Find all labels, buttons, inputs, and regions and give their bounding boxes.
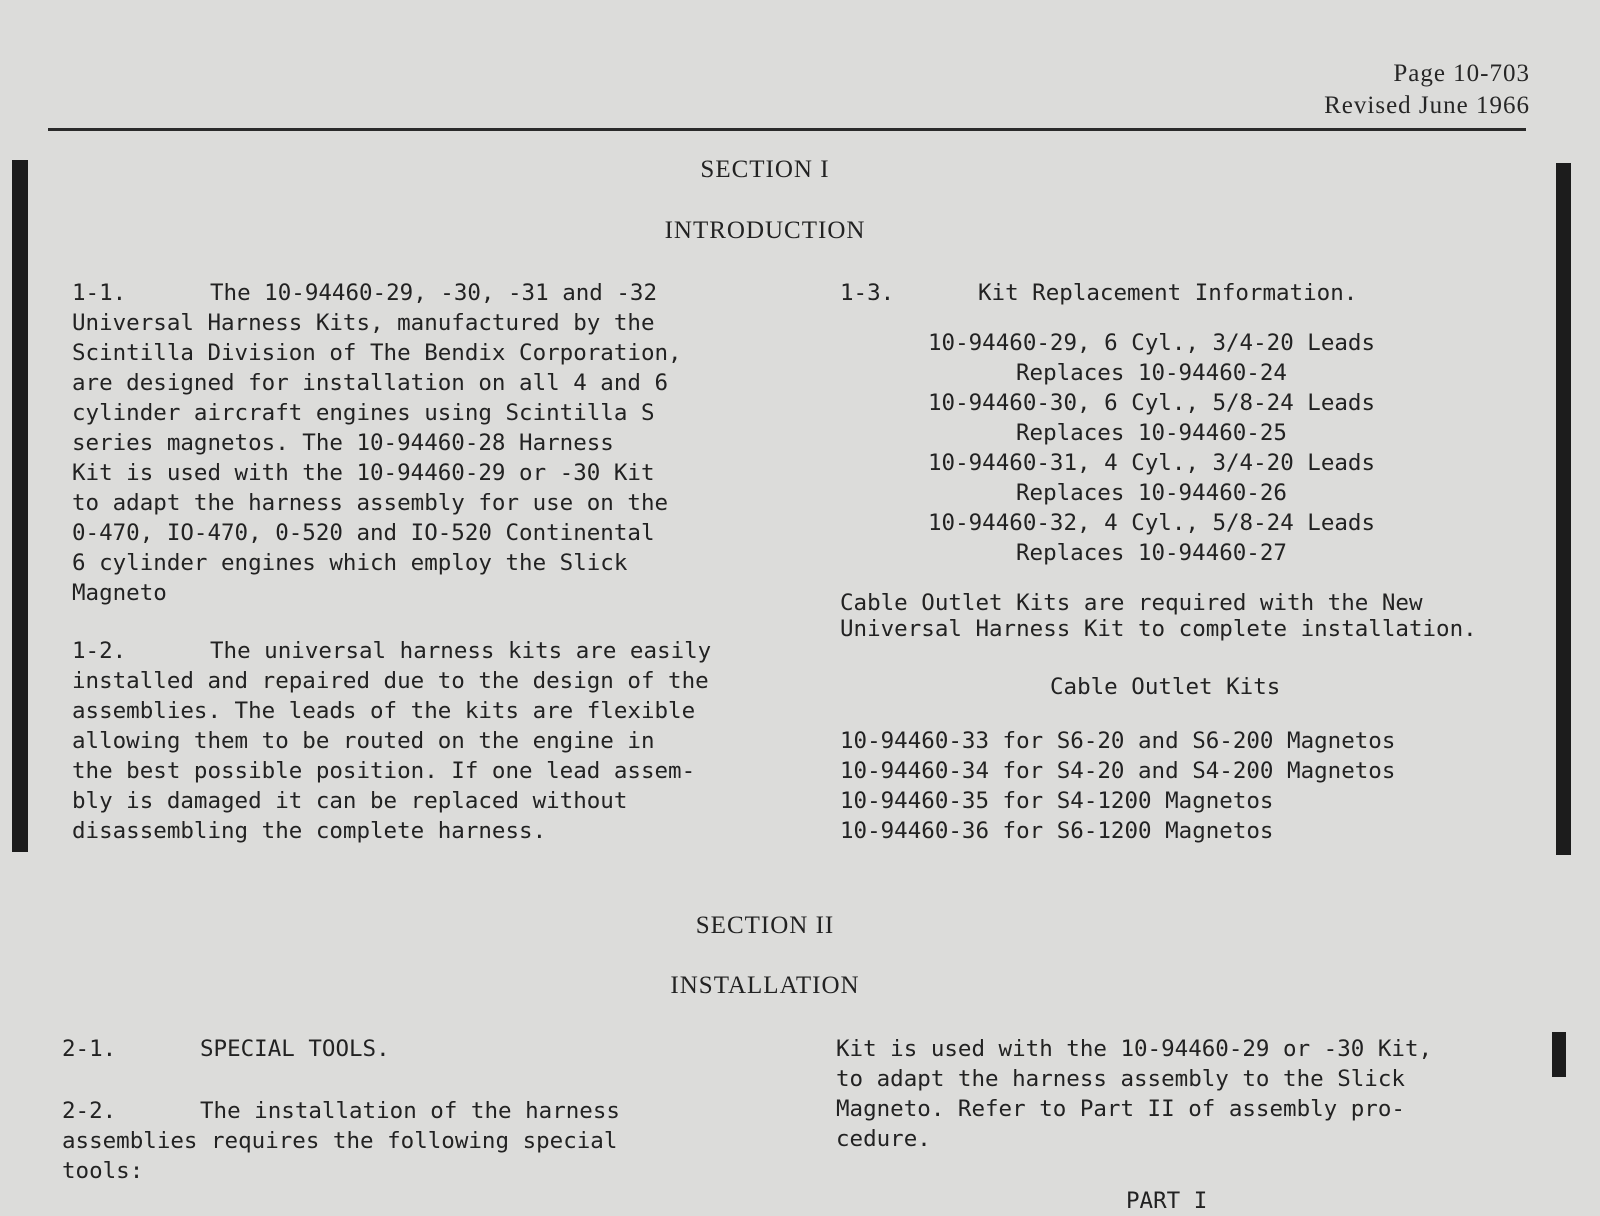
paragraph-number: 1-1.	[72, 280, 127, 306]
text-line: the best possible position. If one lead assem-	[72, 758, 696, 784]
text-line: allowing them to be routed on the engine in	[72, 728, 655, 754]
text-line: to adapt the harness assembly to the Slick	[836, 1066, 1405, 1092]
text-line: cedure.	[836, 1126, 931, 1152]
text-line: Universal Harness Kits, manufactured by the	[72, 310, 655, 336]
replaces-line: Replaces 10-94460-26	[1016, 480, 1287, 506]
text-line: Magneto	[72, 580, 167, 606]
replaces-line: Replaces 10-94460-25	[1016, 420, 1287, 446]
paragraph-2-1	[62, 1034, 742, 1064]
change-bar-right-lower	[1552, 1032, 1566, 1077]
paragraph-title: SPECIAL TOOLS.	[200, 1036, 390, 1062]
text-line: 6 cylinder engines which employ the Slick	[72, 550, 628, 576]
paragraph-1-1	[72, 278, 752, 608]
outlet-kit-line: 10-94460-36 for S6-1200 Magnetos	[840, 818, 1274, 844]
text-line: assemblies requires the following special	[62, 1128, 618, 1154]
change-bar-right	[1556, 163, 1571, 855]
text-line: disassembling the complete harness.	[72, 818, 547, 844]
change-bar-left	[12, 160, 28, 852]
text-line: Kit is used with the 10-94460-29 or -30 Kit,	[836, 1036, 1433, 1062]
paragraph-number: 2-1.	[62, 1036, 117, 1062]
part-heading: PART I	[1126, 1188, 1208, 1214]
outlet-kit-line: 10-94460-35 for S4-1200 Magnetos	[840, 788, 1274, 814]
revision-date: Revised June 1966	[1324, 92, 1530, 119]
section-1-subtitle: INTRODUCTION	[664, 217, 866, 244]
kit-line: 10-94460-29, 6 Cyl., 3/4-20 Leads	[928, 330, 1376, 356]
text-line: The 10-94460-29, -30, -31 and -32	[210, 280, 658, 306]
kit-line: 10-94460-30, 6 Cyl., 5/8-24 Leads	[928, 390, 1376, 416]
paragraph-number: 2-2.	[62, 1098, 117, 1124]
text-line: bly is damaged it can be replaced without	[72, 788, 628, 814]
text-line: The universal harness kits are easily	[210, 638, 712, 664]
paragraph-2-2	[62, 1096, 752, 1186]
text-line: series magnetos. The 10-94460-28 Harness	[72, 430, 614, 456]
header-rule	[48, 128, 1526, 131]
text-line: tools:	[62, 1158, 144, 1184]
cable-outlet-note: Universal Harness Kit to complete installation.	[840, 616, 1477, 642]
replaces-line: Replaces 10-94460-27	[1016, 540, 1287, 566]
section-1-title: SECTION I	[700, 156, 830, 183]
text-line: are designed for installation on all 4 and 6	[72, 370, 669, 396]
page-number: Page 10-703	[1393, 60, 1530, 87]
section-2-subtitle: INSTALLATION	[670, 972, 860, 999]
text-line: 0-470, IO-470, 0-520 and IO-520 Continental	[72, 520, 655, 546]
paragraph-title: Kit Replacement Information.	[978, 280, 1358, 306]
text-line: assemblies. The leads of the kits are flexible	[72, 698, 696, 724]
kit-usage-paragraph	[836, 1034, 1536, 1154]
outlet-kit-line: 10-94460-34 for S4-20 and S4-200 Magnetos	[840, 758, 1396, 784]
replaces-line: Replaces 10-94460-24	[1016, 360, 1287, 386]
cable-outlet-note: Cable Outlet Kits are required with the New	[840, 590, 1423, 616]
kit-line: 10-94460-32, 4 Cyl., 5/8-24 Leads	[928, 510, 1376, 536]
paragraph-number: 1-3.	[840, 280, 895, 306]
section-2-title: SECTION II	[695, 912, 835, 939]
paragraph-1-3	[840, 278, 1540, 308]
cable-outlet-title: Cable Outlet Kits	[1050, 674, 1281, 700]
text-line: Kit is used with the 10-94460-29 or -30 Kit	[72, 460, 655, 486]
text-line: Magneto. Refer to Part II of assembly pro-	[836, 1096, 1405, 1122]
text-line: cylinder aircraft engines using Scintilla S	[72, 400, 655, 426]
text-line: Scintilla Division of The Bendix Corporation,	[72, 340, 682, 366]
outlet-kit-line: 10-94460-33 for S6-20 and S6-200 Magnetos	[840, 728, 1396, 754]
paragraph-1-2	[72, 636, 752, 846]
paragraph-number: 1-2.	[72, 638, 127, 664]
kit-line: 10-94460-31, 4 Cyl., 3/4-20 Leads	[928, 450, 1376, 476]
text-line: installed and repaired due to the design of the	[72, 668, 709, 694]
text-line: to adapt the harness assembly for use on the	[72, 490, 669, 516]
text-line: The installation of the harness	[200, 1098, 620, 1124]
